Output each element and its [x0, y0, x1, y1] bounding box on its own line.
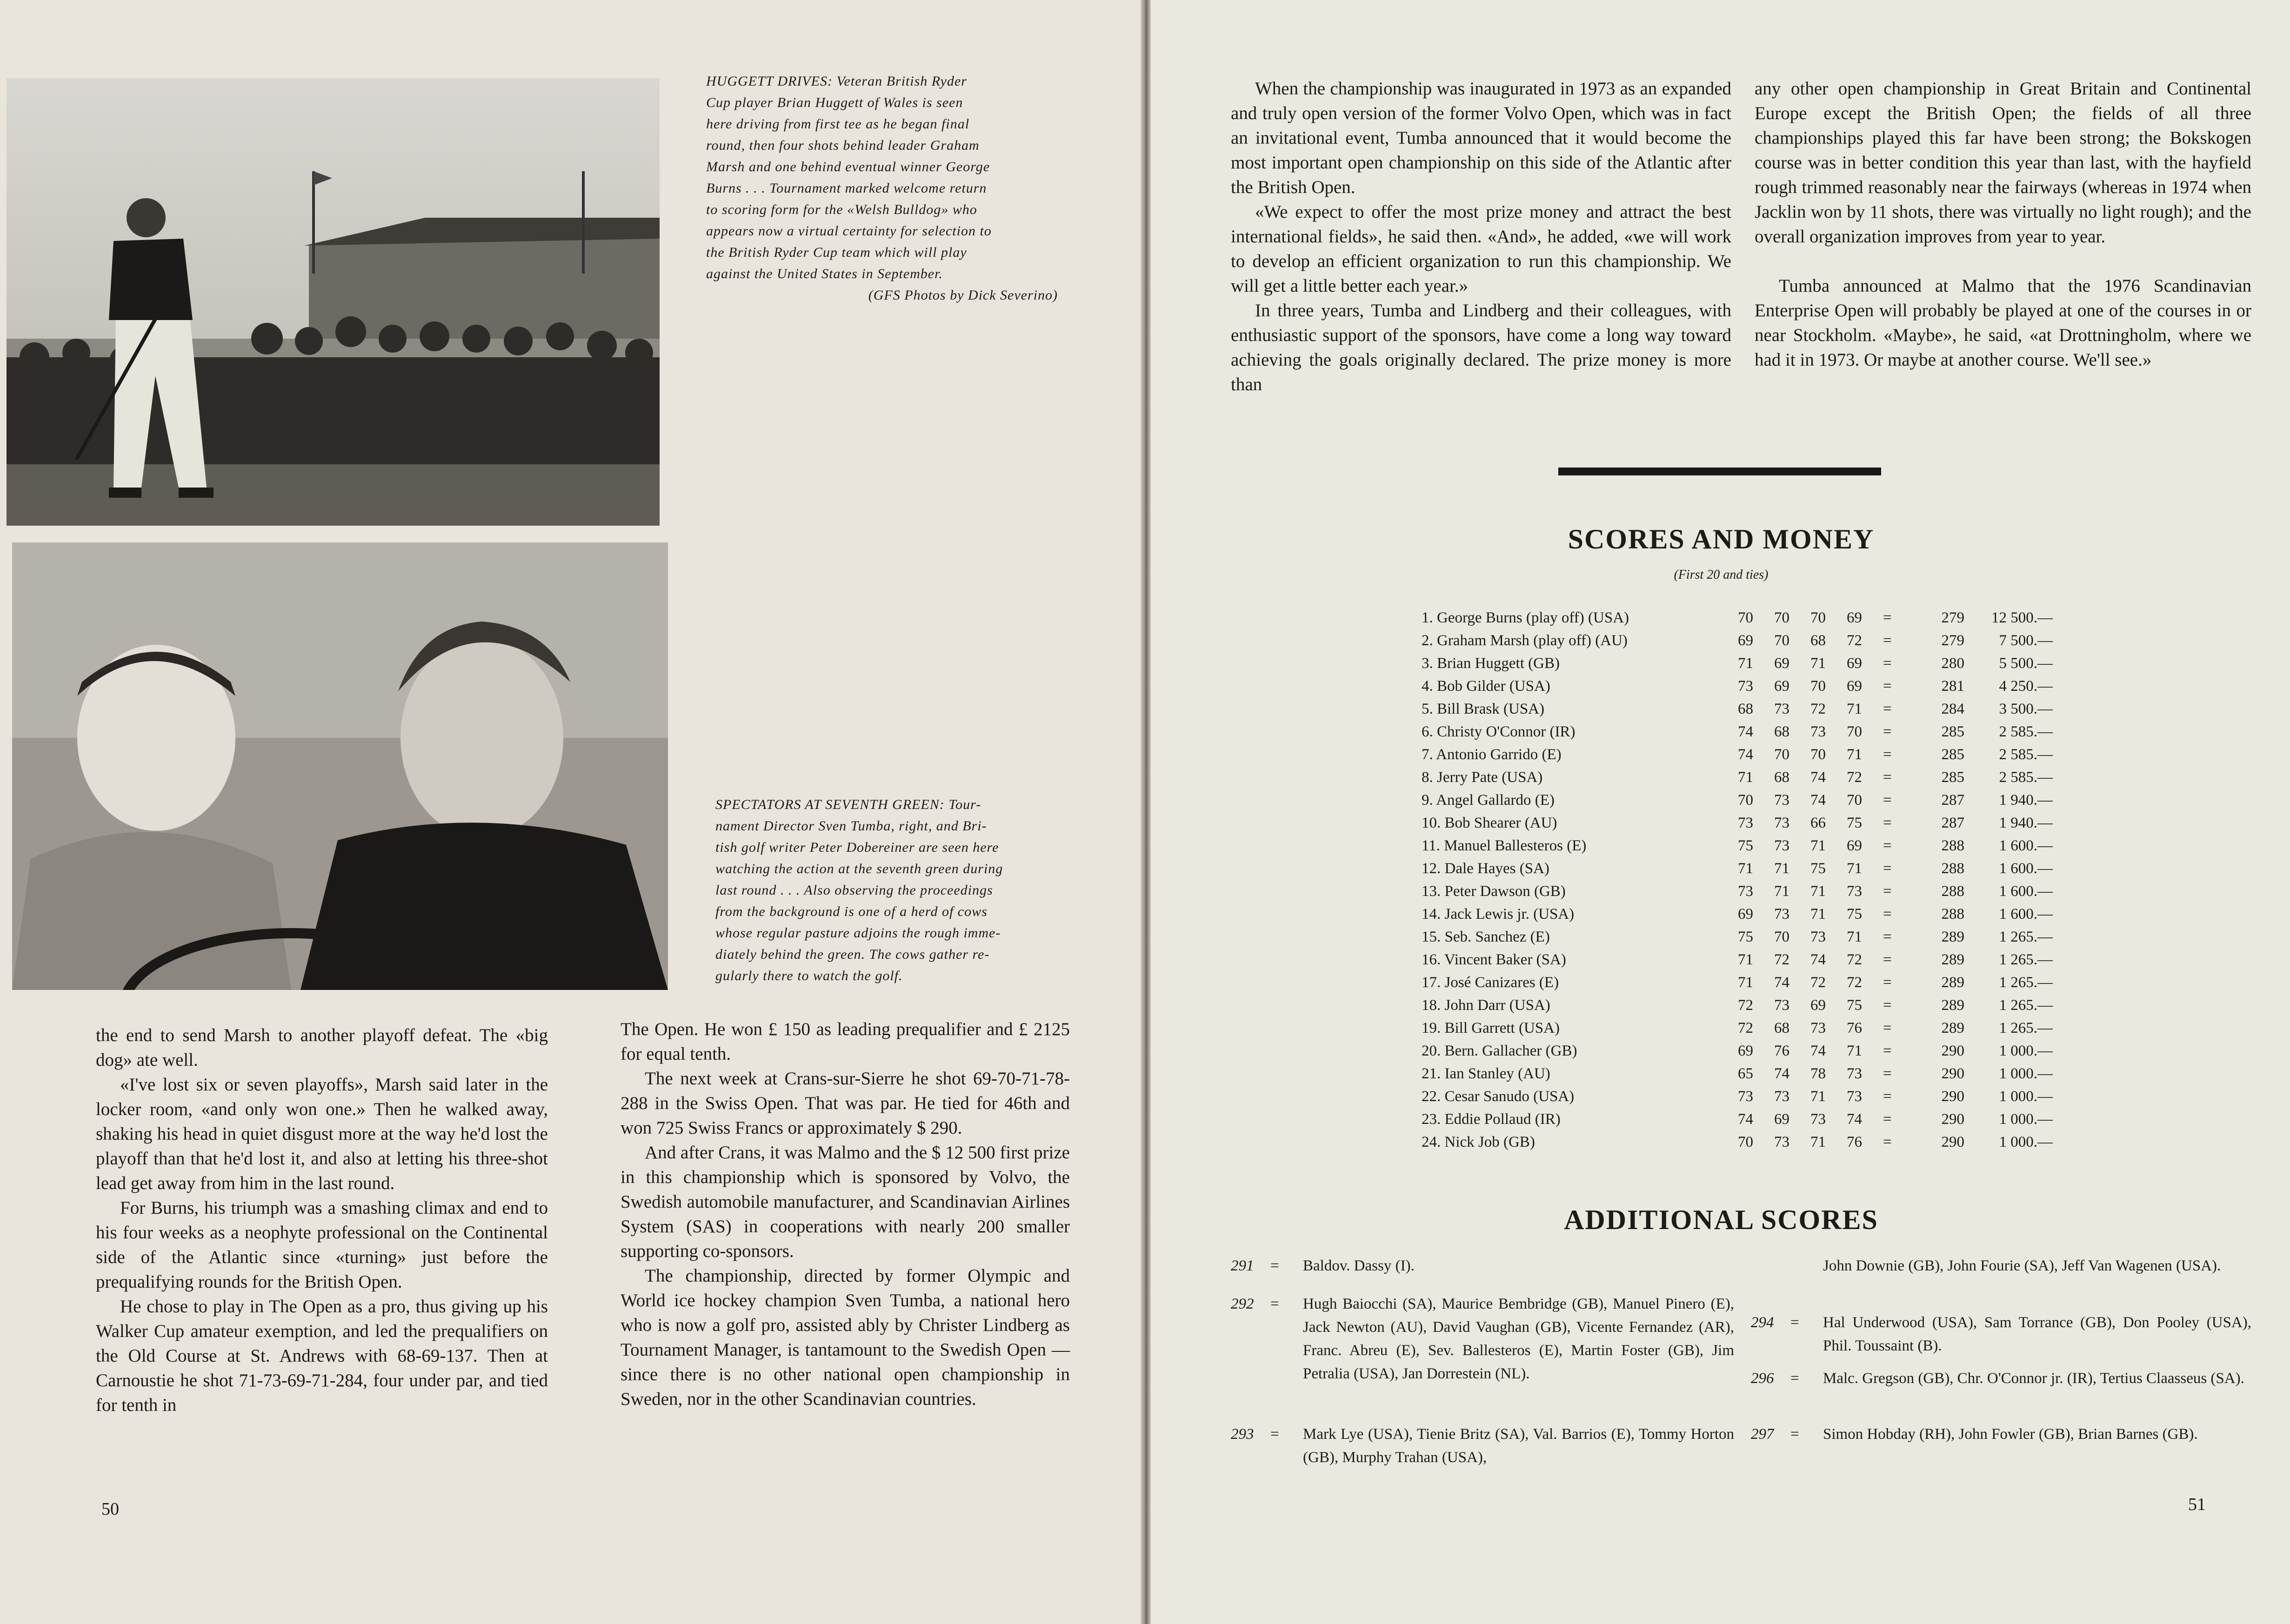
left-page: [0, 0, 1141, 1624]
round-score: 71: [1810, 837, 1826, 854]
score-row: [1422, 721, 2053, 743]
round-score: 73: [1774, 837, 1789, 854]
paragraph: When the championship was inaugurated in 1973 as an expanded and truly open version of the former Volvo Open, which was in fact an invitational event, Tumba announced that it would become the most important open championship on this side of the Atlantic after the British Open.: [1231, 79, 1731, 197]
total-score: 290: [1941, 1043, 1964, 1059]
round-score: 69: [1847, 678, 1862, 695]
equals-sign: =: [1883, 723, 1892, 740]
total-score: 285: [1941, 723, 1964, 740]
round-score: 74: [1738, 1111, 1753, 1128]
caption-line: Burns . . . Tournament marked welcome return: [706, 180, 987, 196]
additional-score-names: John Downie (GB), John Fourie (SA), Jeff Van Wagenen (USA).: [1823, 1257, 2221, 1274]
player-name: 23. Eddie Pollaud (IR): [1422, 1111, 1561, 1128]
score-row: [1422, 1017, 2053, 1040]
round-score: 71: [1810, 1134, 1826, 1150]
prize-money: 2 585.—: [1999, 746, 2053, 763]
round-score: 74: [1774, 974, 1789, 991]
additional-score-value: 291: [1231, 1257, 1254, 1274]
player-name: 6. Christy O'Connor (IR): [1422, 723, 1576, 740]
paragraph: The next week at Crans-sur-Sierre he shot 69-70-71-78-288 in the Swiss Open. That was par. He tied for 46th and won 725 Swiss Francs or approximately $ 290.: [621, 1069, 1070, 1138]
round-score: 71: [1847, 1043, 1862, 1059]
round-score: 69: [1810, 997, 1826, 1014]
round-score: 70: [1774, 929, 1789, 945]
round-score: 75: [1847, 906, 1862, 922]
round-score: 76: [1847, 1020, 1862, 1036]
player-name: 15. Seb. Sanchez (E): [1422, 929, 1550, 945]
player-name: 16. Vincent Baker (SA): [1422, 951, 1566, 968]
total-score: 289: [1941, 974, 1964, 991]
total-score: 290: [1941, 1134, 1964, 1150]
total-score: 280: [1941, 655, 1964, 672]
round-score: 69: [1847, 837, 1862, 854]
equals-sign: =: [1883, 609, 1892, 626]
round-score: 69: [1774, 1111, 1789, 1128]
round-score: 76: [1847, 1134, 1862, 1150]
round-score: 73: [1847, 883, 1862, 900]
score-row: [1422, 1108, 2053, 1131]
player-name: 19. Bill Garrett (USA): [1422, 1020, 1560, 1036]
total-score: 285: [1941, 769, 1964, 786]
round-score: 70: [1774, 609, 1789, 626]
caption-line: watching the action at the seventh green during: [715, 861, 1003, 876]
prize-money: 1 600.—: [1999, 860, 2053, 877]
scores-subtitle: (First 20 and ties): [1674, 568, 1769, 582]
player-name: 4. Bob Gilder (USA): [1422, 678, 1550, 695]
round-score: 71: [1738, 974, 1753, 991]
round-score: 76: [1774, 1043, 1789, 1059]
round-score: 71: [1738, 769, 1753, 786]
equals-sign: =: [1883, 997, 1892, 1014]
round-score: 74: [1738, 746, 1753, 763]
additional-score-value: 293: [1231, 1426, 1254, 1443]
additional-score-names: Simon Hobday (RH), John Fowler (GB), Brian Barnes (GB).: [1823, 1426, 2198, 1443]
equals-sign: =: [1883, 655, 1892, 672]
round-score: 70: [1810, 746, 1826, 763]
paragraph: «We expect to offer the most prize money and attract the best international fields», he said then. «And», he added, «we will work to develop an efficient organization to run this championship. We will get a little better each year.»: [1231, 202, 1731, 296]
additional-score-names: Hugh Baiocchi (SA), Maurice Bembridge (GB), Manuel Pinero (E), Jack Newton (AU), David Vaughan (GB), Vicente Fernandez (AR), Franc. Abreu (E), Sev. Ballesteros (E), Martin Foster (GB), Jim Petralia (USA), Jan Dorrestein (NL).: [1303, 1296, 1734, 1382]
player-name: 10. Bob Shearer (AU): [1422, 815, 1557, 831]
round-score: 72: [1738, 1020, 1753, 1036]
player-name: 22. Cesar Sanudo (USA): [1422, 1088, 1575, 1105]
caption-line: to scoring form for the «Welsh Bulldog» who: [706, 202, 977, 217]
round-score: 71: [1847, 746, 1862, 763]
round-score: 74: [1847, 1111, 1862, 1128]
prize-money: 1 265.—: [1999, 1020, 2053, 1036]
caption-line: appears now a virtual certainty for selection to: [706, 223, 992, 239]
equals-sign: =: [1883, 678, 1892, 695]
score-row: [1422, 789, 2053, 812]
scores-table: [1422, 607, 2053, 1154]
prize-money: 3 500.—: [1999, 701, 2053, 717]
score-row: [1422, 903, 2053, 926]
prize-money: 1 265.—: [1999, 974, 2053, 991]
additional-score-names: Baldov. Dassy (I).: [1303, 1257, 1415, 1274]
total-score: 290: [1941, 1088, 1964, 1105]
page-number-51: 51: [2188, 1495, 2206, 1514]
round-score: 68: [1810, 632, 1826, 649]
score-row: [1422, 1085, 2053, 1108]
round-score: 72: [1847, 632, 1862, 649]
round-score: 71: [1738, 860, 1753, 877]
left-column-1: [96, 1023, 548, 1417]
caption-line: Cup player Brian Huggett of Wales is seen: [706, 95, 963, 110]
total-score: 279: [1941, 632, 1964, 649]
round-score: 68: [1774, 723, 1789, 740]
round-score: 69: [1774, 678, 1789, 695]
score-row: [1422, 926, 2053, 949]
score-row: [1422, 812, 2053, 835]
round-score: 73: [1847, 1065, 1862, 1082]
round-score: 74: [1738, 723, 1753, 740]
round-score: 73: [1738, 815, 1753, 831]
equals-sign: =: [1883, 1088, 1892, 1105]
round-score: 70: [1738, 792, 1753, 809]
huggett-drive-photo: [7, 78, 660, 526]
round-score: 73: [1774, 1088, 1789, 1105]
round-score: 73: [1810, 929, 1826, 945]
equals-sign: =: [1270, 1426, 1279, 1443]
round-score: 74: [1810, 1043, 1826, 1059]
total-score: 288: [1941, 883, 1964, 900]
round-score: 70: [1738, 609, 1753, 626]
round-score: 71: [1810, 906, 1826, 922]
total-score: 288: [1941, 837, 1964, 854]
prize-money: 1 940.—: [1999, 815, 2053, 831]
prize-money: 7 500.—: [1999, 632, 2053, 649]
caption-line: SPECTATORS AT SEVENTH GREEN: Tour-: [715, 797, 981, 812]
right-page: [1151, 0, 2290, 1624]
player-name: 12. Dale Hayes (SA): [1422, 860, 1549, 877]
round-score: 70: [1738, 1134, 1753, 1150]
paragraph: Tumba announced at Malmo that the 1976 Scandinavian Enterprise Open will probably be played at one of the courses in or near Stockholm. «Maybe», he said, «at Drottningholm, where we had it in 1973. Or maybe at another course. We'll see.»: [1755, 276, 2251, 370]
caption-line: here driving from first tee as he began final: [706, 116, 970, 132]
caption-line: tish golf writer Peter Dobereiner are seen here: [715, 840, 999, 855]
player-name: 1. George Burns (play off) (USA): [1422, 609, 1629, 626]
prize-money: 5 500.—: [1999, 655, 2053, 672]
total-score: 290: [1941, 1111, 1964, 1128]
round-score: 73: [1810, 723, 1826, 740]
additional-score-names: Hal Underwood (USA), Sam Torrance (GB), Don Pooley (USA), Phil. Toussaint (B).: [1823, 1314, 2251, 1354]
scores-title: SCORES AND MONEY: [1568, 524, 1875, 555]
score-row: [1422, 1063, 2053, 1085]
round-score: 71: [1847, 929, 1862, 945]
score-row: [1422, 880, 2053, 903]
round-score: 70: [1810, 678, 1826, 695]
book-gutter: [1141, 0, 1151, 1624]
total-score: 289: [1941, 1020, 1964, 1036]
equals-sign: =: [1883, 632, 1892, 649]
round-score: 74: [1774, 1065, 1789, 1082]
paragraph: «I've lost six or seven playoffs», Marsh said later in the locker room, «and only won one.» Then he walked away, shaking his head in quiet disgust more at the way he'd lost the playoff than that he'd lost it, and also at letting his three-shot lead get away from him in the last round.: [96, 1075, 548, 1193]
caption-line: from the background is one of a herd of cows: [715, 904, 988, 919]
paragraph: In three years, Tumba and Lindberg and their colleagues, with enthusiastic support of the sponsors, have come a long way toward achieving the goals originally declared. The prize money is more than: [1231, 301, 1731, 394]
round-score: 72: [1810, 974, 1826, 991]
equals-sign: =: [1883, 860, 1892, 877]
huggett-drive-image: [7, 78, 660, 526]
round-score: 73: [1774, 792, 1789, 809]
round-score: 78: [1810, 1065, 1826, 1082]
round-score: 71: [1774, 860, 1789, 877]
equals-sign: =: [1883, 769, 1892, 786]
round-score: 73: [1774, 815, 1789, 831]
player-name: 3. Brian Huggett (GB): [1422, 655, 1560, 672]
caption-line: the British Ryder Cup team which will play: [706, 245, 967, 260]
prize-money: 1 600.—: [1999, 906, 2053, 922]
round-score: 73: [1810, 1020, 1826, 1036]
round-score: 65: [1738, 1065, 1753, 1082]
paragraph: The championship, directed by former Olympic and World ice hockey champion Sven Tumba, a national hero who is now a golf pro, assisted ably by Christer Lindberg as Tournament Manager, is tantamount to the Swedish Open — since there is no other national open championship in Sweden, nor in the other Scandinavian countries.: [621, 1266, 1070, 1409]
player-name: 21. Ian Stanley (AU): [1422, 1065, 1550, 1082]
round-score: 71: [1847, 701, 1862, 717]
total-score: 289: [1941, 951, 1964, 968]
round-score: 73: [1738, 883, 1753, 900]
equals-sign: =: [1790, 1314, 1799, 1331]
spectators-image: [12, 542, 668, 990]
equals-sign: =: [1270, 1296, 1279, 1312]
additional-score-names: Malc. Gregson (GB), Chr. O'Connor jr. (IR), Tertius Claasseus (SA).: [1823, 1370, 2244, 1387]
round-score: 66: [1810, 815, 1826, 831]
paragraph: any other open championship in Great Britain and Continental Europe except the British Open; the fields of all three championships played this far have been strong; the Bokskogen course was in better condition this year than last, with the hayfield rough trimmed reasonably near the fairways (whereas in 1974 when Jacklin won by 11 shots, there was virtually no light rough); and the overall organization improves from year to year.: [1755, 79, 2251, 247]
page-number-50: 50: [101, 1499, 119, 1519]
round-score: 72: [1738, 997, 1753, 1014]
right-column-1: [1231, 76, 1731, 397]
round-score: 75: [1847, 997, 1862, 1014]
paragraph: the end to send Marsh to another playoff defeat. The «big dog» ate well.: [96, 1025, 548, 1070]
score-row: [1422, 1040, 2053, 1063]
round-score: 72: [1810, 701, 1826, 717]
score-row: [1422, 994, 2053, 1017]
player-name: 18. John Darr (USA): [1422, 997, 1550, 1014]
equals-sign: =: [1883, 906, 1892, 922]
caption-line: HUGGETT DRIVES: Veteran British Ryder: [706, 74, 967, 89]
round-score: 69: [1847, 609, 1862, 626]
round-score: 72: [1847, 769, 1862, 786]
score-row: [1422, 607, 2053, 629]
round-score: 72: [1774, 951, 1789, 968]
additional-score-value: 297: [1751, 1426, 1774, 1443]
round-score: 70: [1774, 746, 1789, 763]
paragraph: The Open. He won £ 150 as leading prequalifier and £ 2125 for equal tenth.: [621, 1019, 1070, 1064]
round-score: 69: [1774, 655, 1789, 672]
total-score: 284: [1941, 701, 1964, 717]
round-score: 73: [1847, 1088, 1862, 1105]
round-score: 72: [1847, 974, 1862, 991]
left-column-2: [621, 1017, 1070, 1411]
total-score: 288: [1941, 906, 1964, 922]
round-score: 75: [1738, 837, 1753, 854]
additional-score-value: 296: [1751, 1370, 1774, 1387]
round-score: 71: [1810, 883, 1826, 900]
prize-money: 2 585.—: [1999, 769, 2053, 786]
prize-money: 1 265.—: [1999, 951, 2053, 968]
caption-line: last round . . . Also observing the proceedings: [715, 882, 993, 898]
equals-sign: =: [1883, 883, 1892, 900]
equals-sign: =: [1883, 837, 1892, 854]
additional-scores-title: ADDITIONAL SCORES: [1564, 1204, 1878, 1235]
total-score: 281: [1941, 678, 1964, 695]
player-name: 2. Graham Marsh (play off) (AU): [1422, 632, 1628, 649]
equals-sign: =: [1883, 1134, 1892, 1150]
total-score: 289: [1941, 929, 1964, 945]
player-name: 13. Peter Dawson (GB): [1422, 883, 1566, 900]
photo-credit: (GFS Photos by Dick Severino): [868, 287, 1058, 303]
round-score: 69: [1738, 1043, 1753, 1059]
round-score: 71: [1810, 655, 1826, 672]
round-score: 73: [1774, 997, 1789, 1014]
round-score: 71: [1738, 951, 1753, 968]
round-score: 71: [1847, 860, 1862, 877]
round-score: 74: [1810, 769, 1826, 786]
player-name: 8. Jerry Pate (USA): [1422, 769, 1543, 786]
prize-money: 4 250.—: [1999, 678, 2053, 695]
equals-sign: =: [1883, 792, 1892, 809]
right-column-2: [1755, 76, 2251, 372]
score-row: [1422, 766, 2053, 789]
caption-line: diately behind the green. The cows gather re-: [715, 947, 990, 962]
equals-sign: =: [1883, 1065, 1892, 1082]
player-name: 11. Manuel Ballesteros (E): [1422, 837, 1587, 854]
prize-money: 1 000.—: [1999, 1111, 2053, 1128]
paragraph: And after Crans, it was Malmo and the $ 12 500 first prize in this championship which is sponsored by Volvo, the Swedish automobile manufacturer, and Scandinavian Airlines System (SAS) in cooperations with nearly 200 smaller supporting co-sponsors.: [621, 1143, 1070, 1261]
round-score: 73: [1738, 1088, 1753, 1105]
score-row: [1422, 652, 2053, 675]
score-row: [1422, 675, 2053, 698]
equals-sign: =: [1790, 1426, 1799, 1443]
round-score: 73: [1774, 906, 1789, 922]
section-rule: [1558, 468, 1881, 475]
total-score: 287: [1941, 815, 1964, 831]
round-score: 74: [1810, 792, 1826, 809]
round-score: 73: [1774, 1134, 1789, 1150]
total-score: 288: [1941, 860, 1964, 877]
huggett-caption: [706, 71, 1058, 306]
player-name: 5. Bill Brask (USA): [1422, 701, 1544, 717]
round-score: 75: [1738, 929, 1753, 945]
round-score: 73: [1774, 701, 1789, 717]
score-row: [1422, 629, 2053, 652]
equals-sign: =: [1883, 929, 1892, 945]
paragraph: For Burns, his triumph was a smashing climax and end to his four weeks as a neophyte professional on the Continental side of the Atlantic since «turning» just before the prequalifying rounds for the British Open.: [96, 1198, 548, 1292]
prize-money: 1 000.—: [1999, 1065, 2053, 1082]
score-row: [1422, 835, 2053, 857]
prize-money: 1 940.—: [1999, 792, 2053, 809]
total-score: 287: [1941, 792, 1964, 809]
total-score: 279: [1941, 609, 1964, 626]
equals-sign: =: [1883, 951, 1892, 968]
prize-money: 12 500.—: [1991, 609, 2053, 626]
equals-sign: =: [1790, 1370, 1799, 1387]
score-row: [1422, 698, 2053, 721]
score-row: [1422, 971, 2053, 994]
total-score: 285: [1941, 746, 1964, 763]
equals-sign: =: [1270, 1257, 1279, 1274]
round-score: 75: [1810, 860, 1826, 877]
paragraph: He chose to play in The Open as a pro, thus giving up his Walker Cup amateur exemption, and led the prequalifiers on the Old Course at St. Andrews with 68-69-137. Then at Carnoustie he shot 71-73-69-71-284, four under par, and tied for tenth in: [96, 1297, 548, 1415]
additional-score-value: 292: [1231, 1296, 1254, 1312]
score-row: [1422, 743, 2053, 766]
round-score: 69: [1738, 906, 1753, 922]
spectators-photo: [12, 542, 668, 990]
prize-money: 2 585.—: [1999, 723, 2053, 740]
round-score: 70: [1847, 723, 1862, 740]
caption-line: whose regular pasture adjoins the rough imme-: [715, 925, 1001, 941]
total-score: 290: [1941, 1065, 1964, 1082]
total-score: 289: [1941, 997, 1964, 1014]
round-score: 70: [1810, 609, 1826, 626]
round-score: 71: [1738, 655, 1753, 672]
player-name: 14. Jack Lewis jr. (USA): [1422, 906, 1575, 922]
round-score: 69: [1738, 632, 1753, 649]
prize-money: 1 000.—: [1999, 1043, 2053, 1059]
prize-money: 1 600.—: [1999, 883, 2053, 900]
equals-sign: =: [1883, 1020, 1892, 1036]
score-row: [1422, 857, 2053, 880]
caption-line: round, then four shots behind leader Graham: [706, 138, 980, 153]
prize-money: 1 265.—: [1999, 997, 2053, 1014]
equals-sign: =: [1883, 1043, 1892, 1059]
additional-score-names: Mark Lye (USA), Tienie Britz (SA), Val. Barrios (E), Tommy Horton (GB), Murphy Trahan (USA),: [1303, 1426, 1734, 1466]
round-score: 70: [1774, 632, 1789, 649]
round-score: 73: [1738, 678, 1753, 695]
equals-sign: =: [1883, 974, 1892, 991]
caption-line: nament Director Sven Tumba, right, and Bri-: [715, 818, 987, 834]
player-name: 7. Antonio Garrido (E): [1422, 746, 1562, 763]
score-row: [1422, 1131, 2053, 1154]
round-score: 70: [1847, 792, 1862, 809]
round-score: 72: [1847, 951, 1862, 968]
round-score: 73: [1810, 1111, 1826, 1128]
caption-line: gularly there to watch the golf.: [715, 968, 903, 983]
round-score: 71: [1774, 883, 1789, 900]
round-score: 68: [1774, 769, 1789, 786]
player-name: 24. Nick Job (GB): [1422, 1134, 1535, 1150]
equals-sign: =: [1883, 746, 1892, 763]
equals-sign: =: [1883, 815, 1892, 831]
round-score: 68: [1774, 1020, 1789, 1036]
round-score: 74: [1810, 951, 1826, 968]
equals-sign: =: [1883, 1111, 1892, 1128]
player-name: 9. Angel Gallardo (E): [1422, 792, 1555, 809]
prize-money: 1 000.—: [1999, 1088, 2053, 1105]
prize-money: 1 000.—: [1999, 1134, 2053, 1150]
player-name: 20. Bern. Gallacher (GB): [1422, 1043, 1577, 1059]
round-score: 69: [1847, 655, 1862, 672]
prize-money: 1 600.—: [1999, 837, 2053, 854]
round-score: 71: [1810, 1088, 1826, 1105]
round-score: 75: [1847, 815, 1862, 831]
round-score: 68: [1738, 701, 1753, 717]
caption-line: Marsh and one behind eventual winner George: [706, 159, 990, 174]
prize-money: 1 265.—: [1999, 929, 2053, 945]
caption-line: against the United States in September.: [706, 266, 943, 281]
score-row: [1422, 949, 2053, 971]
player-name: 17. José Canizares (E): [1422, 974, 1559, 991]
equals-sign: =: [1883, 701, 1892, 717]
spectators-caption: [715, 794, 1067, 987]
additional-score-value: 294: [1751, 1314, 1774, 1331]
